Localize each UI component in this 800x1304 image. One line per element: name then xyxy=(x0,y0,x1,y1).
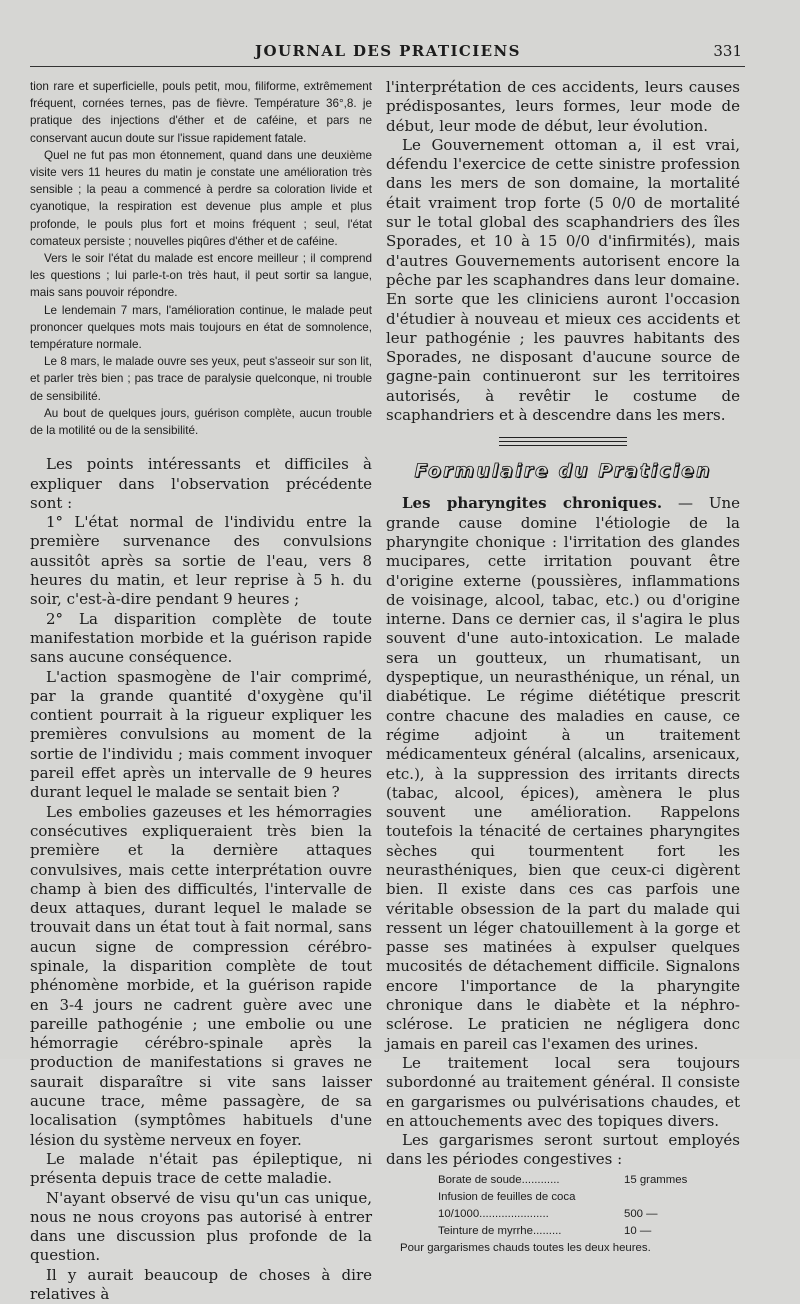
body-paragraph: 1° L'état normal de l'individu entre la première survenance des convulsions aussitôt après sa sortie de l'eau, vers 8 heures du matin, et leur reprise à 5 h. du soir, c'est-à-dire pendant 9 heures ; xyxy=(30,513,372,609)
section-lead-text: — Une grande cause domine l'étiologie de la pharyngite chonique : l'irritation des glandes mucipares, cette irritation pouvant être d'origine externe (poussières, inflammations de voisinage, alcool, tabac, etc.) ou d'origine interne. Dans ce dernier cas, il s'agira le plus souvent d'une auto-intoxication. Le malade sera un goutteux, un rhumatisant, un dyspeptique, un neurasthénique, un rénal, un diabétique. Le régime diététique prescrit contre chacune des maladies en cause, ce régime adjoint à un traitement médicamenteux général (alcalins, arsenicaux, etc.), à la suppression des irritants directs (tabac, alcool, épices), amènera le plus souvent une amélioration. Rappelons toutefois la ténacité de certaines pharyngites sèches qui tourmentent fort les neurasthéniques, bien que ceux-ci digèrent bien. Il existe dans ces cas parfois une véritable obsession de la part du malade qui ressent un léger chatouillement à la gorge et passe ses matinées à expulser quelques mucosités de détachement difficile. Signalons encore l'importance de la pharyngite chronique dans le diabète et la néphro-sclérose. Le praticien ne négligera donc jamais en pareil cas l'examen des urines. xyxy=(386,494,740,1053)
right-column xyxy=(386,78,740,1257)
recipe-quantity: 500 — xyxy=(624,1207,658,1220)
body-paragraph: Le traitement local sera toujours subordonné au traitement général. Il consiste en gargarismes ou pulvérisations chaudes, et en attouchements avec des topiques divers. xyxy=(386,1053,740,1130)
small-paragraph: Vers le soir l'état du malade est encore meilleur ; il comprend les questions ; lui parle-t-on très haut, il peut sortir sa langue, mais sans pouvoir répondre. xyxy=(30,252,372,300)
section-heading: Les pharyngites chroniques. xyxy=(402,494,663,513)
recipe-block xyxy=(386,1172,740,1257)
body-paragraph: Les points intéressants et difficiles à expliquer dans l'observation précédente sont : xyxy=(30,455,372,512)
recipe-ingredient: 10/1000...................... xyxy=(438,1207,549,1220)
small-paragraph: Le lendemain 7 mars, l'amélioration continue, le malade peut prononcer quelques mots mais toujours en état de somnolence, température normale. xyxy=(30,303,372,352)
recipe-ingredient: Infusion de feuilles de coca xyxy=(438,1190,576,1203)
body-paragraph: l'interprétation de ces accidents, leurs causes prédisposantes, leurs formes, leur mode de début, leur mode de début, leur évolution. xyxy=(386,78,740,135)
separator-line xyxy=(499,437,627,438)
body-paragraph: 2° La disparition complète de toute manifestation morbide et la guérison rapide sans aucune conséquence. xyxy=(30,609,372,667)
body-paragraph: Le malade n'était pas épileptique, ni présenta depuis trace de cette maladie. xyxy=(30,1149,372,1188)
recipe-quantity: 10 — xyxy=(624,1224,652,1237)
recipe-quantity: 15 grammes xyxy=(624,1173,688,1186)
body-paragraph: Le Gouvernement ottoman a, il est vrai, défendu l'exercice de cette sinistre profession dans les mers de son domaine, la mortalité était vraiment trop forte (5 0/0 de mortalité sur le total global des scaphandriers des îles Sporades, et 10 à 15 0/0 d'infirmités), mais d'autres Gouvernements autorisent encore la pêche par les scaphandres dans leur domaine. En sorte que les cliniciens auront l'occasion d'étudier à nouveau et mieux ces accidents et leur pathogénie ; les pauvres habitants des Sporades, ne disposant d'aucune source de gagne-pain continueront sur les territoires autorisés, à revêtir le costume de scaphandriers et à descendre dans les mers. xyxy=(386,135,740,425)
section-paragraph xyxy=(386,494,740,1054)
header-rule xyxy=(30,66,745,67)
small-paragraph: tion rare et superficielle, pouls petit, mou, filiforme, extrêmement fréquent, cornées ternes, pas de fièvre. Température 36°,8. je pratique des injections d'éther et de caféine, et pars ne conservant aucun doute sur l'issue rapidement fatale. xyxy=(30,80,372,145)
recipe-row xyxy=(386,1223,740,1240)
discussion-text xyxy=(30,455,372,1304)
left-column xyxy=(30,78,372,1304)
page-header xyxy=(0,42,800,68)
running-title: JOURNAL DES PRATICIENS xyxy=(255,42,521,60)
formulaire-title: Formulaire du Praticien xyxy=(414,460,712,483)
recipe-ingredient: Borate de soude............ xyxy=(438,1173,560,1186)
small-paragraph: Quel ne fut pas mon étonnement, quand dans une deuxième visite vers 11 heures du matin je constate une amélioration très sensible ; la peau a commencé à perdre sa coloration livide et cyanotique, la respiration est devenue plus ample et plus profonde, le pouls plus fort et moins fréquent ; seul, l'état comateux persiste ; nouvelles piqûres d'éther et de caféine. xyxy=(30,148,372,248)
body-paragraph: N'ayant observé de visu qu'un cas unique, nous ne nous croyons pas autorisé à entrer dans une discussion plus profonde de la question. xyxy=(30,1188,372,1265)
section-separator xyxy=(499,437,627,446)
body-paragraph: L'action spasmogène de l'air comprimé, par la grande quantité d'oxygène qu'il contient pourrait à la rigueur expliquer les premières convulsions au moment de la sortie de l'individu ; mais comment invoquer pareil effet après un intervalle de 9 heures durant lequel le malade se sentait bien ? xyxy=(30,667,372,802)
body-paragraph: Il y aurait beaucoup de choses à dire relatives à xyxy=(30,1265,372,1304)
recipe-ingredient: Teinture de myrrhe......... xyxy=(438,1224,562,1237)
separator-line xyxy=(499,441,627,442)
small-paragraph: Au bout de quelques jours, guérison complète, aucun trouble de la motilité ou de la sensibilité. xyxy=(30,406,372,438)
continuation-text xyxy=(386,78,740,425)
page-number: 331 xyxy=(713,42,742,60)
recipe-row xyxy=(386,1172,740,1189)
body-paragraph: Les gargarismes seront surtout employés dans les périodes congestives : xyxy=(386,1131,740,1169)
recipe-note: Pour gargarismes chauds toutes les deux heures. xyxy=(400,1241,651,1254)
pharyngites-section xyxy=(386,494,740,1169)
recipe-row xyxy=(386,1206,740,1223)
small-paragraph: Le 8 mars, le malade ouvre ses yeux, peut s'asseoir sur son lit, et parler très bien ; pas trace de paralysie quelconque, ni trouble de sensibilité. xyxy=(30,355,372,403)
body-paragraph: Les embolies gazeuses et les hémorragies consécutives expliqueraient très bien la première et la dernière attaques convulsives, mais cette interprétation ouvre champ à bien des difficultés, l'intervalle de deux attaques, durant lequel le malade se trouvait dans un état tout à fait normal, sans aucun signe de compression cérébro-spinale, la disparition complète de tout phénomène morbide, et la guérison rapide en 3-4 jours ne cadrent guère avec une pareille pathogénie ; une embolie ou une hémorragie cérébro-spinale après la production de manifestations si graves ne saurait disparaître si vite sans laisser aucune trace, même passagère, de sa localisation (symptômes habituels d'une lésion du système nerveux en foyer. xyxy=(30,802,372,1149)
separator-line xyxy=(499,445,627,446)
observation-small-text xyxy=(30,78,372,439)
recipe-row xyxy=(386,1189,740,1206)
